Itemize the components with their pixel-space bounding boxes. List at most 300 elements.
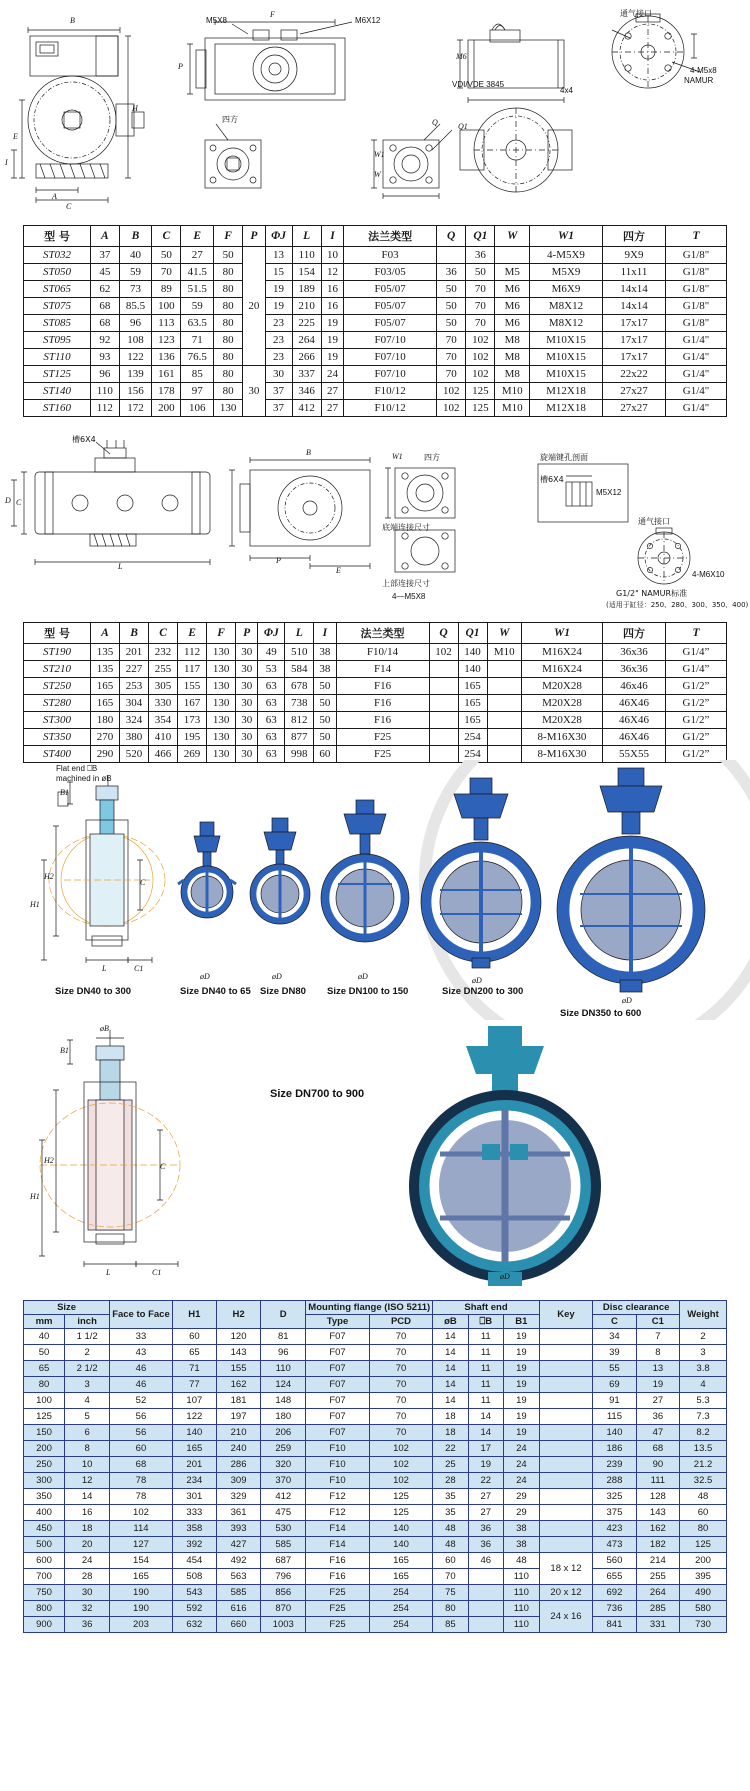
cell: 36x36 <box>603 661 666 678</box>
cell: 165 <box>91 678 120 695</box>
cell: 80 <box>213 298 242 315</box>
cell: G1/8" <box>666 298 727 315</box>
th2-c: C <box>149 623 178 644</box>
cell: G1/2” <box>666 678 727 695</box>
label-mid-p: P <box>276 556 281 565</box>
cell: 10 <box>321 247 343 264</box>
cell: F16 <box>306 1569 369 1585</box>
th-pcd: PCD <box>369 1315 432 1329</box>
cell: 50 <box>437 315 466 332</box>
cell: F25 <box>306 1585 369 1601</box>
cell: 15 <box>265 264 292 281</box>
th-type: Type <box>306 1315 369 1329</box>
cell <box>539 1393 592 1409</box>
th-t: T <box>666 226 727 247</box>
label-r2-od: øD <box>500 1272 510 1281</box>
cell: 70 <box>152 264 181 281</box>
th-l: L <box>292 226 321 247</box>
cell: 140 <box>458 644 487 661</box>
cell: G1/8" <box>666 281 727 298</box>
cell: 63 <box>258 729 285 746</box>
cell: 93 <box>91 349 120 366</box>
label-sifang: 四方 <box>222 115 238 124</box>
cell: 110 <box>503 1585 539 1601</box>
table-row <box>24 1617 727 1633</box>
cell: 53 <box>258 661 285 678</box>
cell: 329 <box>216 1489 260 1505</box>
cell: 254 <box>458 729 487 746</box>
cell: 19 <box>321 315 343 332</box>
th2-b: B <box>120 623 149 644</box>
th-c: C <box>152 226 181 247</box>
cell-mm: 300 <box>24 1473 65 1489</box>
cell: 112 <box>91 400 120 417</box>
table-row <box>24 1361 727 1377</box>
cell: G1/2” <box>666 746 727 763</box>
cell: 50 <box>152 247 181 264</box>
cell: 309 <box>216 1473 260 1489</box>
cell: 239 <box>593 1457 636 1473</box>
cell: 50 <box>466 264 495 281</box>
cell: 102 <box>466 349 495 366</box>
cell-model: ST065 <box>24 281 91 298</box>
cell: 165 <box>458 712 487 729</box>
label-bore-note: (适用于缸径：250、280、300、350、400) <box>606 601 749 609</box>
th-inch: inch <box>65 1315 110 1329</box>
cell: 165 <box>458 695 487 712</box>
valve-dimension-table <box>23 1300 727 1633</box>
cell: 2 <box>680 1329 727 1345</box>
cell: 50 <box>437 281 466 298</box>
cell: 102 <box>369 1457 432 1473</box>
cell: 165 <box>458 678 487 695</box>
cell: 130 <box>207 712 236 729</box>
cell: 27x27 <box>603 400 666 417</box>
cell <box>495 247 530 264</box>
cell: 29 <box>503 1505 539 1521</box>
label-4-m5x8: 4-M5x8 <box>690 66 717 75</box>
cell: 14 <box>468 1425 503 1441</box>
th-b: B <box>119 226 152 247</box>
th-flange-type: 法兰类型 <box>344 226 437 247</box>
cell: 14x14 <box>603 281 666 298</box>
cell: 490 <box>680 1585 727 1601</box>
cell: 870 <box>261 1601 306 1617</box>
caption-dn700-900: Size DN700 to 900 <box>270 1088 365 1100</box>
cell: 68 <box>91 298 120 315</box>
cell: 17x17 <box>603 349 666 366</box>
label-r2-l: L <box>106 1268 111 1277</box>
bottom-header-group-row <box>24 1301 727 1315</box>
cell: 254 <box>458 746 487 763</box>
cell: 60 <box>433 1553 468 1569</box>
label-mid-b: B <box>306 448 311 457</box>
cell: F16 <box>336 678 429 695</box>
cell: 115 <box>593 1409 636 1425</box>
cell: 660 <box>216 1617 260 1633</box>
table-row <box>24 1345 727 1361</box>
cell: 14 <box>433 1361 468 1377</box>
cell: 200 <box>680 1553 727 1569</box>
cell: M20X28 <box>522 695 603 712</box>
cell: 30 <box>236 644 258 661</box>
th-mm: mm <box>24 1315 65 1329</box>
cell: 80 <box>213 264 242 281</box>
cell <box>539 1473 592 1489</box>
cell: M8 <box>495 349 530 366</box>
cell: 181 <box>216 1393 260 1409</box>
cell <box>487 695 521 712</box>
cell <box>487 678 521 695</box>
cell: 16 <box>321 281 343 298</box>
cell: 6 <box>65 1425 110 1441</box>
cell: 85 <box>181 366 214 383</box>
label-r2-h2: H2 <box>44 1156 54 1165</box>
cell: 24 <box>503 1473 539 1489</box>
cell: 102 <box>466 332 495 349</box>
cell: 13 <box>265 247 292 264</box>
cell: F16 <box>306 1553 369 1569</box>
cell <box>539 1409 592 1425</box>
cell-model: ST110 <box>24 349 91 366</box>
cell: 100 <box>152 298 181 315</box>
cell: F10/14 <box>336 644 429 661</box>
label-mid-l: L <box>118 562 123 571</box>
cell: 111 <box>636 1473 679 1489</box>
table-row <box>24 729 727 746</box>
table-row <box>24 1377 727 1393</box>
cell: 7.3 <box>680 1409 727 1425</box>
cell: 234 <box>172 1473 216 1489</box>
cell: 19 <box>503 1345 539 1361</box>
label-l: L <box>102 964 107 973</box>
cell: 155 <box>178 678 207 695</box>
label-od-2: øD <box>272 972 282 981</box>
cell: 73 <box>119 281 152 298</box>
cell-model: ST085 <box>24 315 91 332</box>
cell: 30 <box>265 366 292 383</box>
cell: 70 <box>369 1345 432 1361</box>
cell: 102 <box>369 1441 432 1457</box>
cell: 530 <box>261 1521 306 1537</box>
th2-phij: ΦJ <box>258 623 285 644</box>
cell: F07 <box>306 1409 369 1425</box>
cell: 80 <box>433 1601 468 1617</box>
cell <box>539 1457 592 1473</box>
cell: 125 <box>466 400 495 417</box>
cell: 380 <box>120 729 149 746</box>
cell: 80 <box>213 281 242 298</box>
cell: 60 <box>680 1505 727 1521</box>
th2-e: E <box>178 623 207 644</box>
table-row <box>24 332 727 349</box>
cell: 510 <box>285 644 314 661</box>
cell: F10 <box>306 1457 369 1473</box>
cell-model: ST280 <box>24 695 91 712</box>
cell: 23 <box>265 315 292 332</box>
label-keyway-title: 旋端键孔剖面 <box>540 453 588 462</box>
cell: 210 <box>292 298 321 315</box>
cell <box>468 1569 503 1585</box>
cell: 13.5 <box>680 1441 727 1457</box>
cell: 14x14 <box>603 298 666 315</box>
cell: 96 <box>261 1345 306 1361</box>
cell: 410 <box>149 729 178 746</box>
cell: 11x11 <box>603 264 666 281</box>
cell: 48 <box>680 1489 727 1505</box>
cell: M10X15 <box>530 332 603 349</box>
cell: G1/4” <box>666 661 727 678</box>
cell <box>539 1425 592 1441</box>
cell: 24 <box>503 1441 539 1457</box>
th-p: P <box>243 226 265 247</box>
cell: 46x46 <box>603 678 666 695</box>
label-h: H <box>132 104 138 113</box>
cell: 165 <box>369 1553 432 1569</box>
label-r2-b1: B1 <box>60 1046 69 1055</box>
cell: 78 <box>110 1473 173 1489</box>
cell: 19 <box>503 1377 539 1393</box>
cell: 2 <box>65 1345 110 1361</box>
th-b1: B1 <box>503 1315 539 1329</box>
cell: 70 <box>369 1409 432 1425</box>
cell: 68 <box>91 315 120 332</box>
top-drawings <box>0 0 750 215</box>
cell: 70 <box>466 315 495 332</box>
cell-model: ST095 <box>24 332 91 349</box>
cell-p-merged: 30 <box>243 366 265 417</box>
cell: F25 <box>306 1617 369 1633</box>
cell: 27 <box>321 400 343 417</box>
label-mid-e: E <box>336 566 341 575</box>
cell: M8X12 <box>530 315 603 332</box>
table-row <box>24 366 727 383</box>
cell: 214 <box>636 1553 679 1569</box>
table-row <box>24 712 727 729</box>
cell: F05/07 <box>344 281 437 298</box>
caption-dn100-150: Size DN100 to 150 <box>327 986 409 997</box>
cell: 127 <box>110 1537 173 1553</box>
cell: 520 <box>120 746 149 763</box>
table-row <box>24 315 727 332</box>
cell: 412 <box>261 1489 306 1505</box>
cell: 225 <box>292 315 321 332</box>
cell: G1/4" <box>666 349 727 366</box>
cell: F14 <box>306 1537 369 1553</box>
cell: 197 <box>216 1409 260 1425</box>
cell: 201 <box>120 644 149 661</box>
th2-i: I <box>314 623 336 644</box>
cell: 46 <box>110 1377 173 1393</box>
cell: F25 <box>306 1601 369 1617</box>
cell: F16 <box>336 712 429 729</box>
cell: 22 <box>468 1473 503 1489</box>
label-e: E <box>13 132 18 141</box>
cell: 135 <box>91 661 120 678</box>
cell: 877 <box>285 729 314 746</box>
cell: 89 <box>152 281 181 298</box>
cell: 27 <box>321 383 343 400</box>
cell: 124 <box>261 1377 306 1393</box>
th-e: E <box>181 226 214 247</box>
cell: 91 <box>593 1393 636 1409</box>
cell: 85.5 <box>119 298 152 315</box>
th-w: W <box>495 226 530 247</box>
cell-model: ST190 <box>24 644 91 661</box>
cell: 130 <box>207 729 236 746</box>
cell: 29 <box>503 1489 539 1505</box>
cell: 110 <box>91 383 120 400</box>
cell: 325 <box>593 1489 636 1505</box>
cell: 730 <box>680 1617 727 1633</box>
cell: 333 <box>172 1505 216 1521</box>
cell: 56 <box>110 1409 173 1425</box>
cell: 18 <box>65 1521 110 1537</box>
cell: 585 <box>216 1585 260 1601</box>
cell: 41.5 <box>181 264 214 281</box>
th-c1: C1 <box>636 1315 679 1329</box>
table-row <box>24 298 727 315</box>
label-r2-c1: C1 <box>152 1268 162 1277</box>
label-keyway-sub: 槽6X4 <box>540 475 564 484</box>
th-q1: Q1 <box>466 226 495 247</box>
label-bottom-conn: 底端连接尺寸 <box>382 523 430 532</box>
cell-key: 24 x 16 <box>539 1601 592 1633</box>
cell: 38 <box>314 644 336 661</box>
table-row <box>24 1505 727 1521</box>
cell: F12 <box>306 1489 369 1505</box>
cell: 80 <box>213 383 242 400</box>
cell: 165 <box>91 695 120 712</box>
cell: 114 <box>110 1521 173 1537</box>
th2-flange-type: 法兰类型 <box>336 623 429 644</box>
cell: 19 <box>265 298 292 315</box>
cell: 4 <box>65 1393 110 1409</box>
cell: 585 <box>261 1537 306 1553</box>
cell <box>487 729 521 746</box>
cell: 23 <box>265 349 292 366</box>
th2-w1: W1 <box>522 623 603 644</box>
cell: 473 <box>593 1537 636 1553</box>
cell: 63 <box>258 695 285 712</box>
cell: 63.5 <box>181 315 214 332</box>
cell: M8 <box>495 366 530 383</box>
table1-body <box>24 247 727 417</box>
th-q: Q <box>437 226 466 247</box>
cell: 203 <box>110 1617 173 1633</box>
cell: 92 <box>91 332 120 349</box>
cell: 60 <box>110 1441 173 1457</box>
cell: 40 <box>119 247 152 264</box>
label-h1: H1 <box>30 900 40 909</box>
cell: 46X46 <box>603 729 666 746</box>
cell: M6 <box>495 315 530 332</box>
cell: 856 <box>261 1585 306 1601</box>
cell: 190 <box>110 1585 173 1601</box>
cell: 59 <box>181 298 214 315</box>
table2-body <box>24 644 727 763</box>
cell: 156 <box>119 383 152 400</box>
cell: 28 <box>433 1473 468 1489</box>
cell: 4-M5X9 <box>530 247 603 264</box>
label-a: A <box>52 192 57 201</box>
cell-model: ST350 <box>24 729 91 746</box>
cell: 36 <box>468 1521 503 1537</box>
cell <box>468 1601 503 1617</box>
cell: 14 <box>468 1409 503 1425</box>
cell: 12 <box>65 1473 110 1489</box>
cell: 592 <box>172 1601 216 1617</box>
cell: 70 <box>466 281 495 298</box>
cell: 48 <box>433 1521 468 1537</box>
cell-mm: 900 <box>24 1617 65 1633</box>
cell: 655 <box>593 1569 636 1585</box>
cell: 19 <box>503 1329 539 1345</box>
label-vent-port: 通气接口 <box>620 9 652 18</box>
cell: 11 <box>468 1361 503 1377</box>
cell: 77 <box>172 1377 216 1393</box>
th-h2: H2 <box>216 1301 260 1329</box>
label-mid-vent: 通气接口 <box>638 517 670 526</box>
cell: 330 <box>149 695 178 712</box>
cell: M12X18 <box>530 400 603 417</box>
cell: M20X28 <box>522 678 603 695</box>
caption-dn40-65: Size DN40 to 65 <box>180 986 251 997</box>
cell <box>429 712 458 729</box>
cell: 30 <box>236 746 258 763</box>
cell <box>539 1537 592 1553</box>
cell: 36 <box>468 1537 503 1553</box>
cell-mm: 150 <box>24 1425 65 1441</box>
cell <box>539 1505 592 1521</box>
cell: 37 <box>265 400 292 417</box>
cell <box>429 695 458 712</box>
cell: 358 <box>172 1521 216 1537</box>
cell: 180 <box>261 1409 306 1425</box>
cell: 563 <box>216 1569 260 1585</box>
table-row <box>24 1489 727 1505</box>
cell: M6X9 <box>530 281 603 298</box>
caption-dn80: Size DN80 <box>260 986 306 997</box>
th2-square: 四方 <box>603 623 666 644</box>
cell: 50 <box>437 298 466 315</box>
cell-mm: 350 <box>24 1489 65 1505</box>
cell: 20 <box>65 1537 110 1553</box>
cell: 106 <box>181 400 214 417</box>
cell: F10 <box>306 1441 369 1457</box>
cell: 30 <box>236 678 258 695</box>
th-face-to-face: Face to Face <box>110 1301 173 1329</box>
cell: G1/4" <box>666 332 727 349</box>
cell: 19 <box>321 332 343 349</box>
table-row <box>24 661 727 678</box>
cell: 3 <box>65 1377 110 1393</box>
cell: 80 <box>213 332 242 349</box>
th-d: D <box>261 1301 306 1329</box>
cell: 227 <box>120 661 149 678</box>
cell: 140 <box>369 1537 432 1553</box>
cell: 1003 <box>261 1617 306 1633</box>
cell: 122 <box>119 349 152 366</box>
cell: 998 <box>285 746 314 763</box>
cell: 324 <box>120 712 149 729</box>
cell: 46X46 <box>603 712 666 729</box>
cell: 85 <box>433 1617 468 1633</box>
label-namur: NAMUR <box>684 76 714 85</box>
th-disc-clearance: Disc clearance <box>593 1301 680 1315</box>
cell: F03 <box>344 247 437 264</box>
th-weight: Weight <box>680 1301 727 1329</box>
